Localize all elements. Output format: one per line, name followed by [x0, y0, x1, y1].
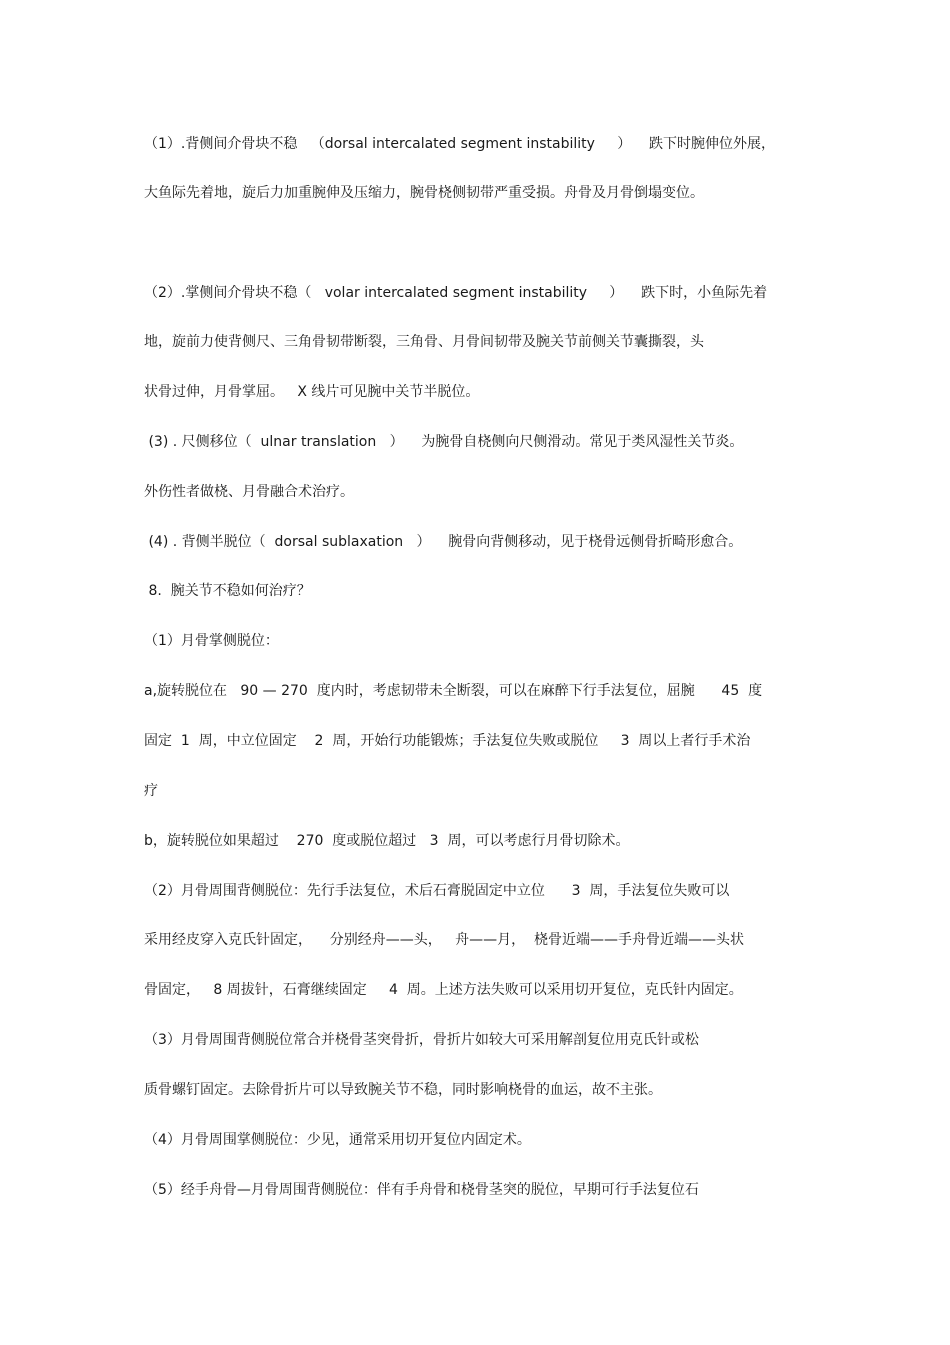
text-line: （3）月骨周围背侧脱位常合并桡骨茎突骨折，骨折片如较大可采用解剖复位用克氏针或松	[144, 1032, 699, 1048]
text-line: (4) . 背侧半脱位（ dorsal sublaxation ） 腕骨向背侧移动，见于桡骨远侧骨折畸形愈合。	[144, 534, 743, 550]
text-line: （2）月骨周围背侧脱位：先行手法复位，术后石膏脱固定中立位 3 周，手法复位失败可以	[144, 883, 730, 899]
text-line: （4）月骨周围掌侧脱位：少见，通常采用切开复位内固定术。	[144, 1132, 531, 1148]
text-line: 骨固定， 8 周拔针，石膏继续固定 4 周。上述方法失败可以采用切开复位，克氏针内固定。	[144, 982, 743, 998]
section-heading: 8. 腕关节不稳如何治疗？	[144, 583, 311, 599]
text-line: （1）月骨掌侧脱位：	[144, 633, 279, 649]
text-line: 疗	[144, 783, 158, 799]
text-line: a,旋转脱位在 90 — 270 度内时，考虑韧带未全断裂，可以在麻醉下行手法复位，屈腕 45 度	[144, 683, 763, 699]
text-line: 质骨螺钉固定。去除骨折片可以导致腕关节不稳，同时影响桡骨的血运，故不主张。	[144, 1082, 662, 1098]
text-line: 大鱼际先着地，旋后力加重腕伸及压缩力，腕骨桡侧韧带严重受损。舟骨及月骨倒塌变位。	[144, 185, 704, 201]
text-line: 采用经皮穿入克氏针固定， 分别经舟——头， 舟——月， 桡骨近端——手舟骨近端——头状	[144, 932, 745, 948]
text-line: （1）.背侧间介骨块不稳 （dorsal intercalated segment instability ） 跌下时腕伸位外展，	[144, 136, 775, 152]
text-line: b，旋转脱位如果超过 270 度或脱位超过 3 周，可以考虑行月骨切除术。	[144, 833, 630, 849]
text-line: 状骨过伸，月骨掌屈。 X 线片可见腕中关节半脱位。	[144, 384, 480, 400]
text-line: 地，旋前力使背侧尺、三角骨韧带断裂，三角骨、月骨间韧带及腕关节前侧关节囊撕裂，头	[144, 334, 704, 350]
text-line: 固定 1 周，中立位固定 2 周，开始行功能锻炼；手法复位失败或脱位 3 周以上者行手术治	[144, 733, 751, 749]
text-line: （5）经手舟骨—月骨周围背侧脱位：伴有手舟骨和桡骨茎突的脱位，早期可行手法复位石	[144, 1182, 699, 1198]
text-line: 外伤性者做桡、月骨融合术治疗。	[144, 484, 354, 500]
text-line: （2）.掌侧间介骨块不稳（ volar intercalated segment instability ） 跌下时，小鱼际先着	[144, 285, 768, 301]
text-line: (3) . 尺侧移位（ ulnar translation ） 为腕骨自桡侧向尺侧滑动。常见于类风湿性关节炎。	[144, 434, 744, 450]
